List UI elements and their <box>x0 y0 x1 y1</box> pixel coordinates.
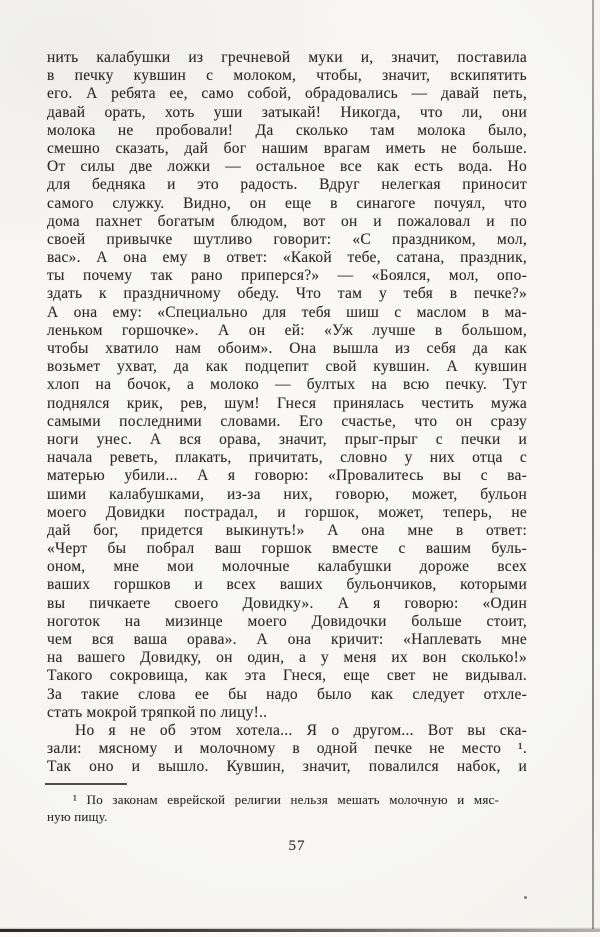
text-line: моего Довидки пострадал, и горшок, может, теперь, не <box>47 503 527 521</box>
text-line: «Черт бы побрал ваш горшок вместе с вашим буль- <box>47 540 527 558</box>
text-line: его. А ребята ее, само собой, обрадовались — давай петь, <box>47 85 527 103</box>
text-line: возьмет ухват, да как подцепит свой кувшин. А кувшин <box>47 358 527 376</box>
text-line: на вашего Довидку, он один, а у меня их вон сколько!» <box>47 649 527 667</box>
text-line: Такого сокровища, как эта Гнеся, еще свет не видывал. <box>47 667 527 685</box>
footnote-line: ¹ По законам еврейской религии нельзя мешать молочную и мяс- <box>73 792 499 807</box>
text-line: ноги унес. А вся орава, значит, прыг-прыг с печки и <box>47 430 527 448</box>
text-line: От силы две ложки — остальное все как есть вода. Но <box>47 158 527 176</box>
text-line: стать мокрой тряпкой по лицу!.. <box>47 703 268 721</box>
footnote <box>47 792 499 825</box>
text-line: За такие слова ее бы надо было как следует отхле- <box>47 685 527 703</box>
book-page-text <box>47 49 527 777</box>
text-line: ты почему так рано приперся?» — «Боялся, мол, опо- <box>47 267 527 285</box>
text-line: в печку кувшин с молоком, чтобы, значит, вскипятить <box>47 67 527 85</box>
scan-edge-right <box>592 0 594 931</box>
text-line: нить калабушки из гречневой муки и, значит, поставила <box>47 49 527 66</box>
text-line: для бедняка и это радость. Вдруг нелегкая приносит <box>47 176 527 194</box>
text-line: самого служку. Видно, он еще в синагоге почуял, что <box>47 194 527 212</box>
scan-below-edge <box>0 932 600 937</box>
text-line: самыми последними словами. Его счастье, что он сразу <box>47 412 527 430</box>
text-line: чем вся ваша орава». А она кричит: «Наплевать мне <box>47 631 527 648</box>
text-line: оном, мне мои молочные калабушки дороже всех <box>47 558 527 576</box>
text-line: шими калабушками, из-за них, говорю, может, бульон <box>47 485 527 503</box>
text-line: чтобы хватило нам обоим». Она вышла из себя да как <box>47 340 527 357</box>
text-line: леньком горшочке». А он ей: «Уж лучше в большом, <box>47 321 527 339</box>
footnote-line: ную пищу. <box>47 808 108 824</box>
text-line: вас». А она ему в ответ: «Какой тебе, сатана, праздник, <box>47 249 527 267</box>
text-line: смешно сказать, дай бог нашим врагам иметь не больше. <box>47 139 527 157</box>
text-line: поднялся крик, рев, шум! Гнеся принялась честить мужа <box>47 394 527 412</box>
text-line: дай бог, придется выкинуть!» А она мне в ответ: <box>47 521 527 539</box>
text-line: дома пахнет богатым блюдом, вот он и пожаловал и по <box>47 212 527 230</box>
footnote-rule <box>45 783 127 785</box>
text-line: здать к праздничному обеду. Что там у тебя в печке?» <box>47 285 527 303</box>
text-line: Так оно и вышло. Кувшин, значит, повалился набок, и <box>47 758 527 776</box>
scan-speck <box>524 896 527 899</box>
text-line: начала реветь, плакать, причитать, словно у них отца с <box>47 449 527 467</box>
text-line: ваших горшков и всех ваших бульончиков, которыми <box>47 576 527 594</box>
text-line: хлоп на бочок, а молоко — бултых на всю печку. Тут <box>47 376 527 394</box>
text-line: молока не пробовали! Да сколько там молока было, <box>47 121 527 139</box>
text-line: А она ему: «Специально для тебя шиш с маслом в ма- <box>47 303 527 321</box>
text-line: ноготок на мизинце моего Довидочки больше стоит, <box>47 612 527 630</box>
page-number: 57 <box>288 838 306 854</box>
text-line: вы пичкаете своего Довидку». А я говорю: «Один <box>47 594 527 612</box>
text-line: своей привычке шутливо говорит: «С праздником, мол, <box>47 230 527 248</box>
text-line: Но я не об этом хотела... Я о другом... Вот вы ска- <box>75 721 527 739</box>
text-line: зали: мясному и молочному в одной печке не место ¹. <box>47 740 527 758</box>
text-line: матерью убили... А я говорю: «Провалитесь вы с ва- <box>47 467 527 485</box>
text-line: давай орать, хоть уши затыкай! Никогда, что ли, они <box>47 103 527 121</box>
